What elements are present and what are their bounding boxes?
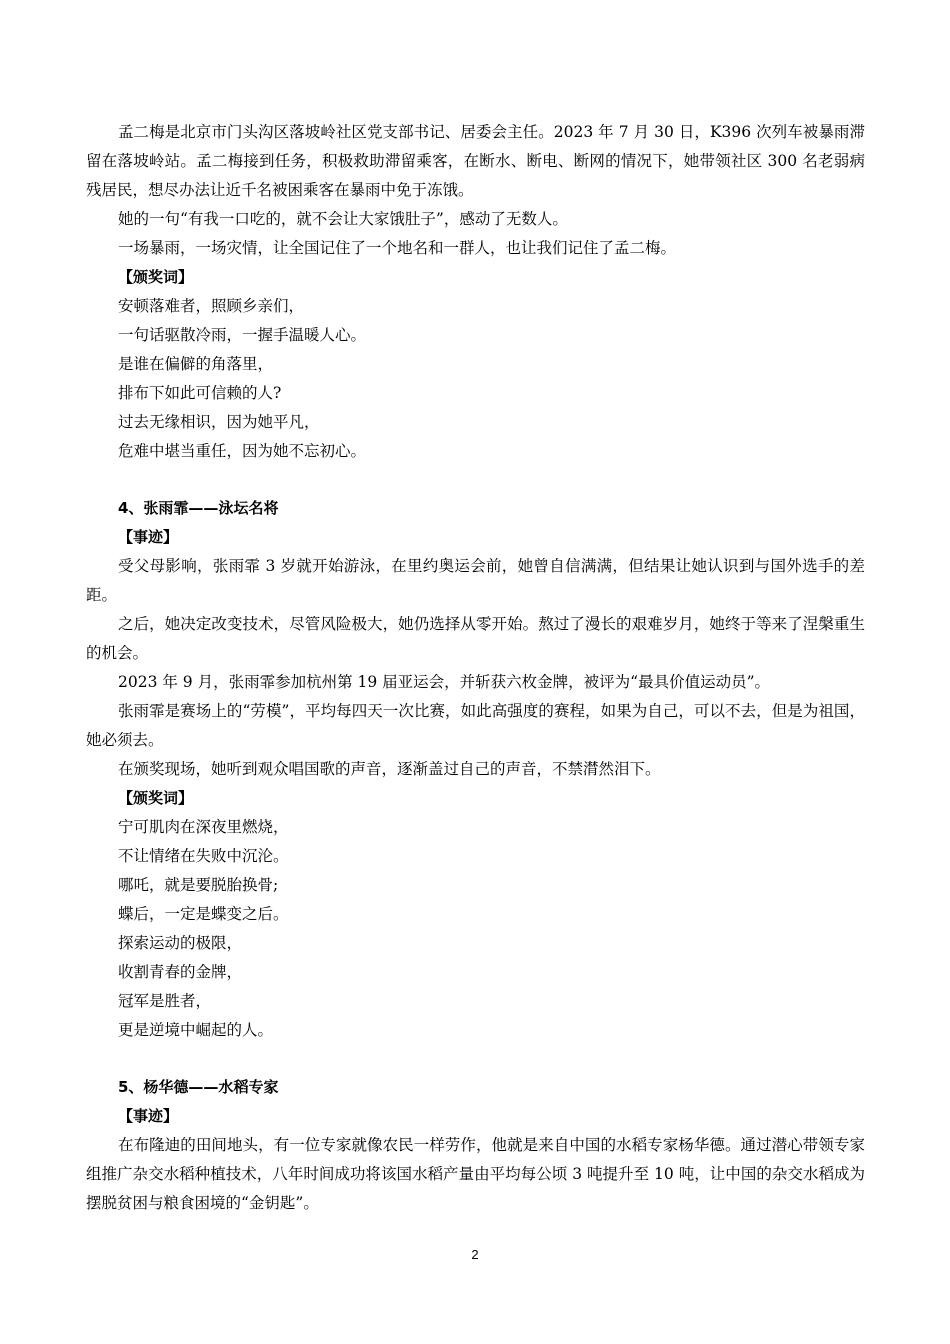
paragraph: 受父母影响，张雨霏 3 岁就开始游泳，在里约奥运会前，她曾自信满满，但结果让她认识到与国外选手的差距。 xyxy=(86,557,865,604)
citation-line: 宁可肌肉在深夜里燃烧， xyxy=(118,818,289,836)
citation-line: 探索运动的极限， xyxy=(118,934,243,952)
section-spacer xyxy=(86,1045,865,1073)
deeds-label: 【事迹】 xyxy=(118,1107,179,1125)
citation-line: 蝶后，一定是蝶变之后。 xyxy=(118,905,289,923)
paragraph: 张雨霏是赛场上的“劳模”，平均每四天一次比赛，如此高强度的赛程，如果为自己，可以不去，但是为祖国，她必须去。 xyxy=(86,702,865,749)
deeds-label: 【事迹】 xyxy=(118,528,179,546)
citation-label: 【颁奖词】 xyxy=(118,789,194,807)
paragraph: 她的一句“有我一口吃的，就不会让大家饿肚子”，感动了无数人。 xyxy=(118,210,568,228)
paragraph: 在布隆迪的田间地头，有一位专家就像农民一样劳作，他就是来自中国的水稻专家杨华德。通过潜心带领专家组推广杂交水稻种植技术，八年时间成功将该国水稻产量由平均每公顷 3 吨提升至 10 吨，让中国的杂交水稻成为摆脱贫困与粮食困境的“金钥匙”。 xyxy=(86,1136,865,1212)
citation-line: 过去无缘相识，因为她平凡， xyxy=(118,413,320,431)
section-spacer xyxy=(86,466,865,494)
citation-line: 哪吒，就是要脱胎换骨; xyxy=(118,876,279,894)
paragraph: 一场暴雨，一场灾情，让全国记住了一个地名和一群人，也让我们记住了孟二梅。 xyxy=(118,239,677,257)
citation-line: 收割青春的金牌， xyxy=(118,963,243,981)
citation-line: 安顿落难者，照顾乡亲们， xyxy=(118,297,305,315)
section-heading: 4、张雨霏——泳坛名将 xyxy=(118,499,279,517)
citation-line: 危难中堪当重任，因为她不忘初心。 xyxy=(118,442,367,460)
citation-line: 更是逆境中崛起的人。 xyxy=(118,1021,274,1039)
paragraph: 孟二梅是北京市门头沟区落坡岭社区党支部书记、居委会主任。2023 年 7 月 30 日，K396 次列车被暴雨滞留在落坡岭站。孟二梅接到任务，积极救助滞留乘客，在断水、断电、断网的情况下，她带领社区 300 名老弱病残居民，想尽办法让近千名被困乘客在暴雨中免于冻饿。 xyxy=(86,123,865,199)
page-number: 2 xyxy=(471,1247,479,1262)
citation-line: 冠军是胜者， xyxy=(118,992,212,1010)
citation-line: 不让情绪在失败中沉沦。 xyxy=(118,847,289,865)
citation-line: 是谁在偏僻的角落里， xyxy=(118,355,274,373)
paragraph: 2023 年 9 月，张雨霏参加杭州第 19 届亚运会，并斩获六枚金牌，被评为“最具价值运动员”。 xyxy=(118,673,771,691)
paragraph: 之后，她决定改变技术，尽管风险极大，她仍选择从零开始。熬过了漫长的艰难岁月，她终于等来了涅槃重生的机会。 xyxy=(86,615,865,662)
citation-line: 排布下如此可信赖的人? xyxy=(118,384,282,402)
citation-line: 一句话驱散冷雨，一握手温暖人心。 xyxy=(118,326,367,344)
paragraph: 在颁奖现场，她听到观众唱国歌的声音，逐渐盖过自己的声音，不禁潸然泪下。 xyxy=(118,760,661,778)
section-heading: 5、杨华德——水稻专家 xyxy=(118,1078,279,1096)
citation-label: 【颁奖词】 xyxy=(118,268,194,286)
document-page xyxy=(86,118,865,1218)
